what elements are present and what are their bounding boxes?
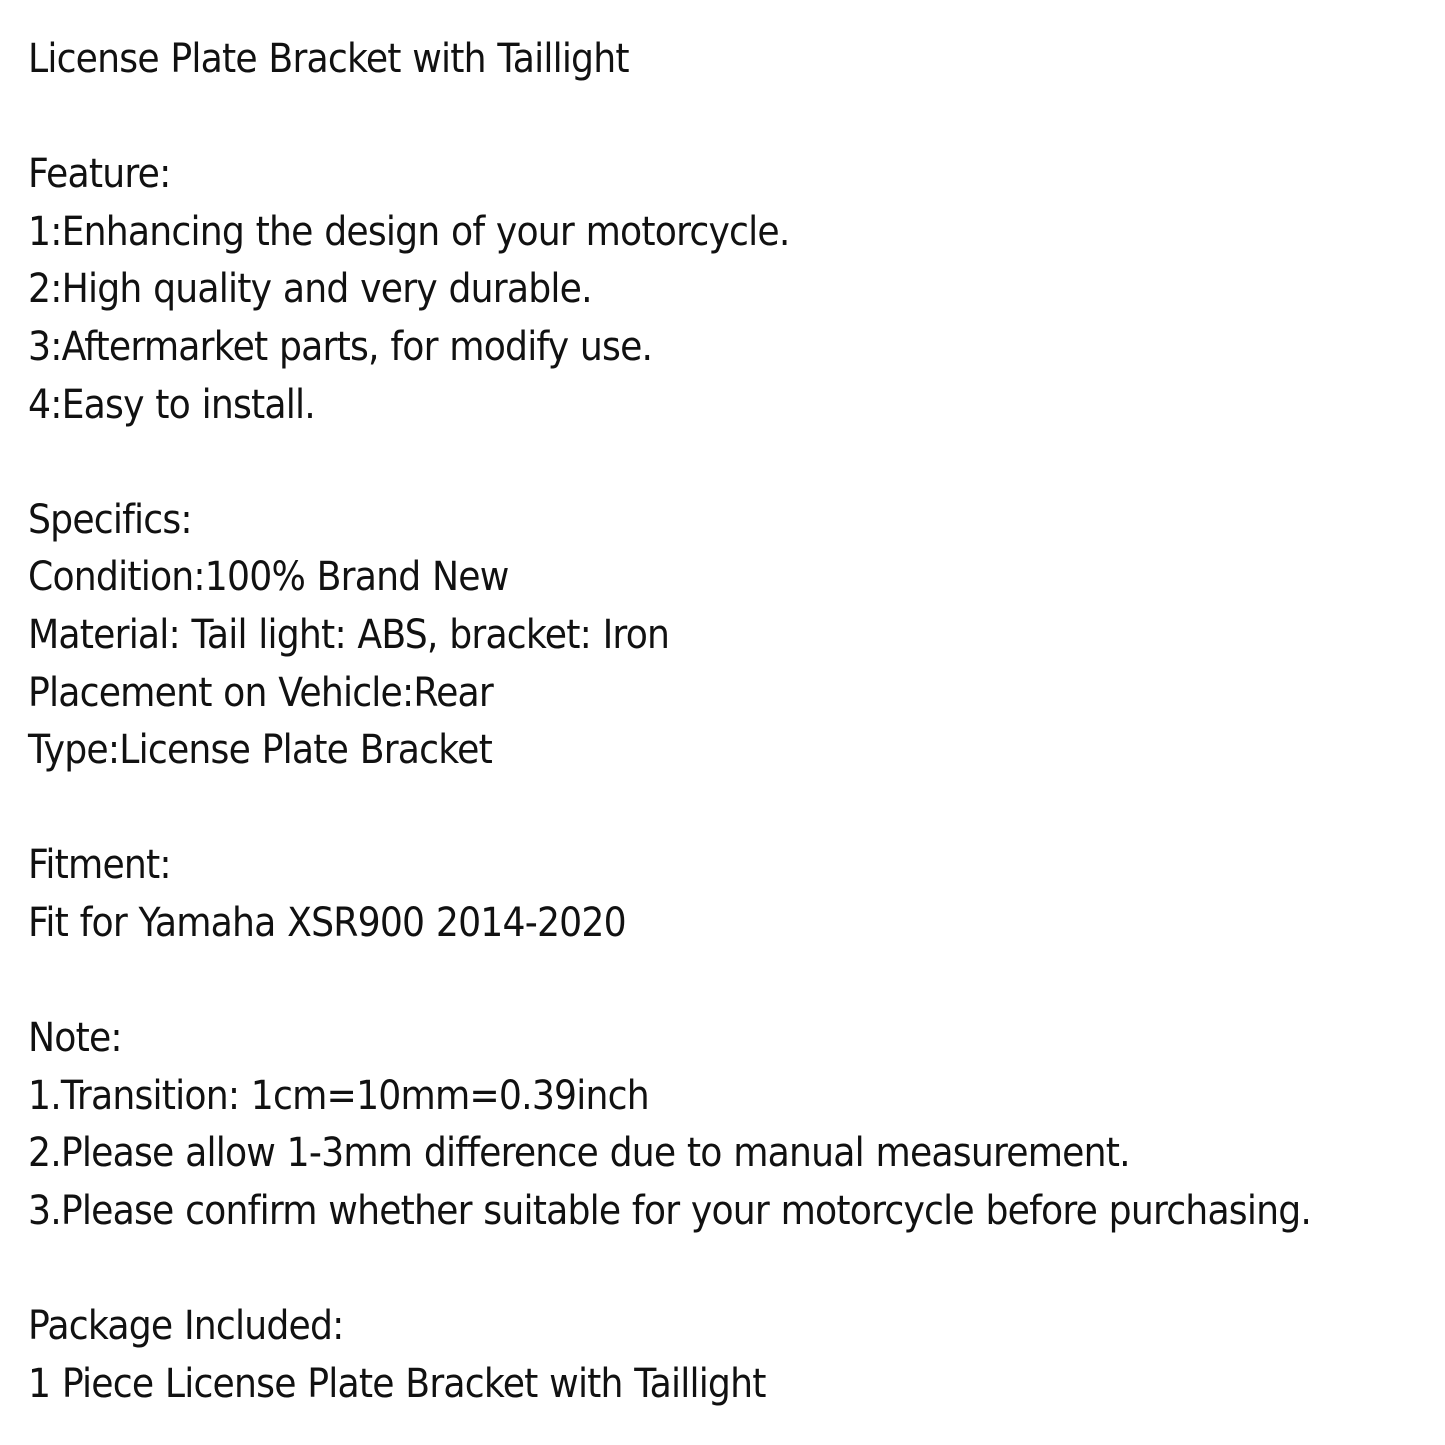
specifics-heading: Specifics: bbox=[28, 496, 192, 543]
spacer bbox=[28, 780, 1295, 838]
note-item: 3.Please confirm whether suitable for your motorcycle before purchasing. bbox=[28, 1187, 1312, 1234]
fitment-item: Fit for Yamaha XSR900 2014-2020 bbox=[28, 899, 626, 946]
feature-item: 3:Aftermarket parts, for modify use. bbox=[28, 323, 653, 370]
note-item: 2.Please allow 1-3mm difference due to manual measurement. bbox=[28, 1130, 1130, 1177]
specifics-item: Material: Tail light: ABS, bracket: Iron bbox=[28, 611, 670, 658]
spacer bbox=[28, 953, 1295, 1011]
fitment-heading: Fitment: bbox=[28, 842, 171, 889]
feature-heading: Feature: bbox=[28, 151, 171, 198]
package-item: 1 Piece License Plate Bracket with Taillight bbox=[28, 1360, 766, 1407]
note-heading: Note: bbox=[28, 1015, 122, 1062]
spacer bbox=[28, 89, 1295, 147]
specifics-item: Placement on Vehicle:Rear bbox=[28, 669, 494, 716]
product-description bbox=[28, 31, 1312, 1413]
feature-item: 4:Easy to install. bbox=[28, 381, 315, 428]
specifics-item: Condition:100% Brand New bbox=[28, 554, 509, 601]
specifics-item: Type:License Plate Bracket bbox=[28, 727, 492, 774]
package-heading: Package Included: bbox=[28, 1303, 344, 1350]
spacer bbox=[28, 1240, 1295, 1298]
feature-item: 1:Enhancing the design of your motorcycle. bbox=[28, 208, 790, 255]
feature-item: 2:High quality and very durable. bbox=[28, 266, 592, 313]
document-title: License Plate Bracket with Taillight bbox=[28, 36, 629, 82]
spacer bbox=[28, 434, 1295, 492]
note-item: 1.Transition: 1cm=10mm=0.39inch bbox=[28, 1072, 649, 1119]
